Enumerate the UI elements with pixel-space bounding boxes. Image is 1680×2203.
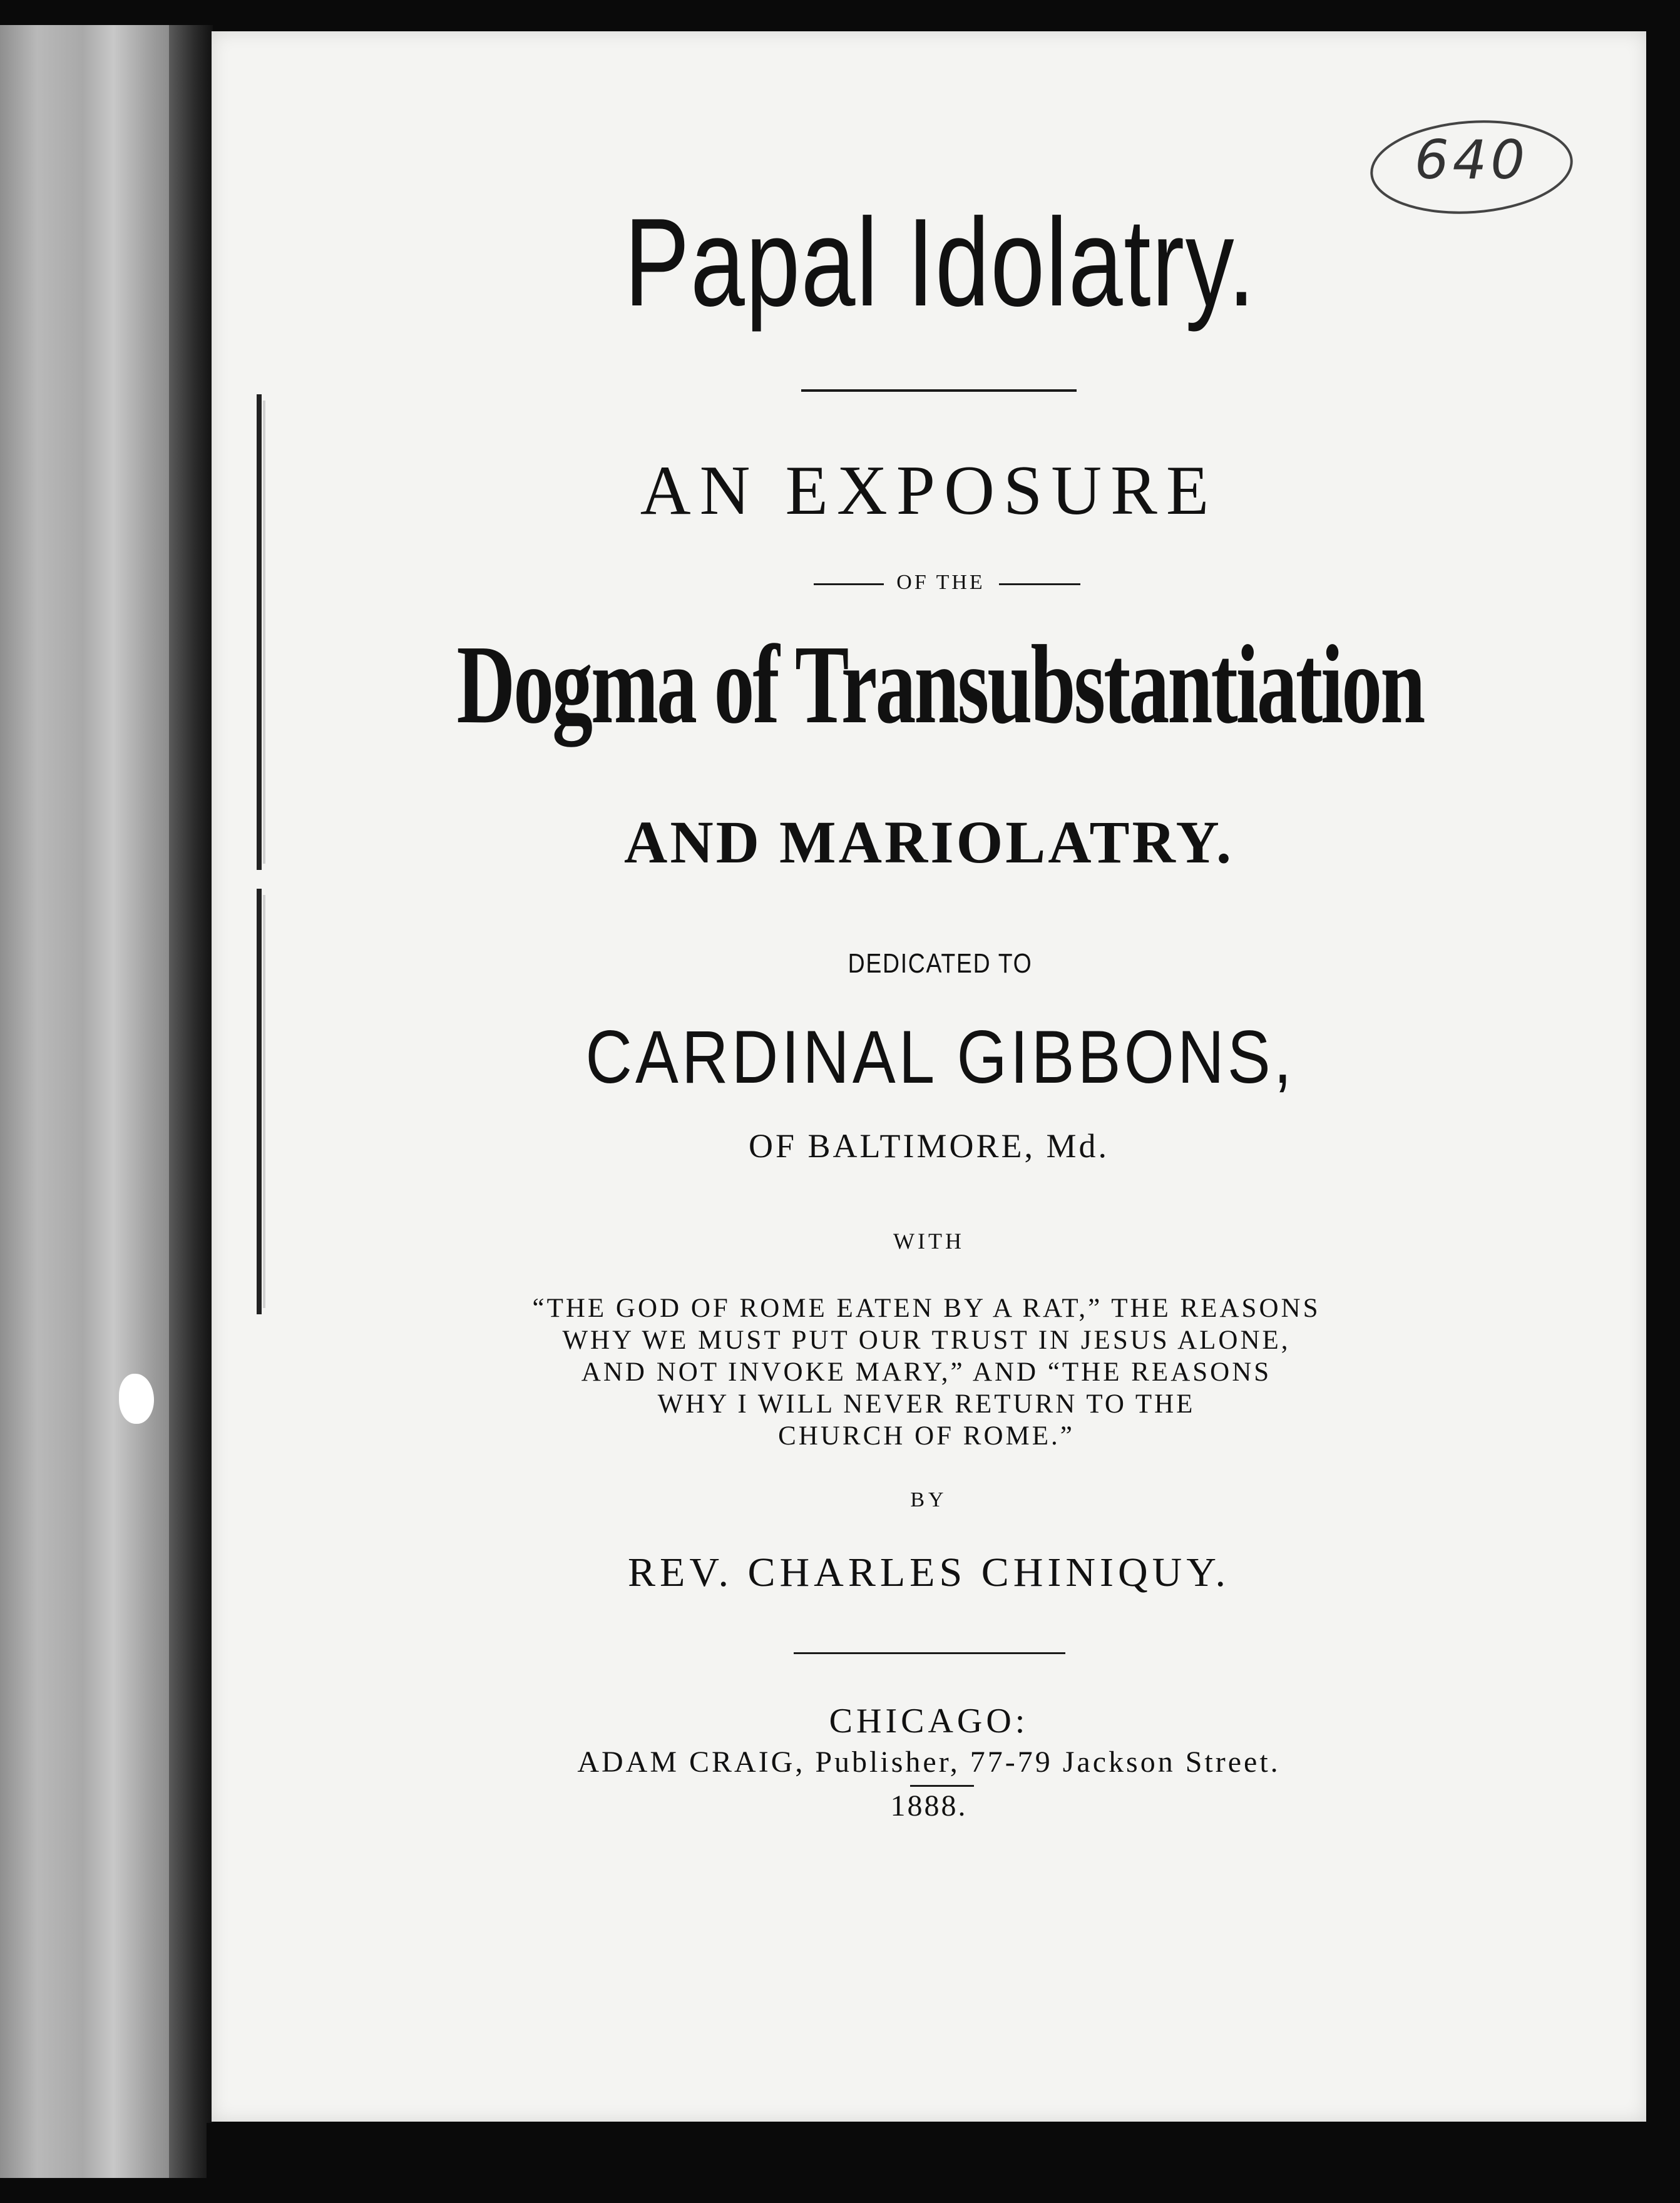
dedicatee-name: CARDINAL GIBBONS, — [585, 1015, 1295, 1099]
contents-line: AND NOT INVOKE MARY,” AND “THE REASONS — [581, 1357, 1272, 1387]
imprint-city: CHICAGO: — [829, 1702, 1029, 1740]
author-name: REV. CHARLES CHINIQUY. — [628, 1550, 1230, 1595]
catalog-number-text: 640 — [1414, 129, 1529, 192]
dogma-heading: Dogma of Transubstantiation — [456, 622, 1424, 747]
subtitle: AN EXPOSURE — [640, 452, 1218, 529]
dedicatee-location: OF BALTIMORE, Md. — [748, 1127, 1110, 1165]
imprint-publisher: ADAM CRAIG, Publisher, 77-79 Jackson Street. — [577, 1746, 1281, 1779]
by-label: BY — [910, 1488, 948, 1511]
scan-border — [207, 2123, 1680, 2203]
contents-paragraph — [438, 1292, 1415, 1452]
contents-line: WHY I WILL NEVER RETURN TO THE — [657, 1389, 1196, 1419]
with-label: WITH — [893, 1229, 965, 1254]
mariolatry-heading: AND MARIOLATRY. — [623, 809, 1234, 876]
connector-rule-left — [814, 583, 884, 585]
connector-rule-right — [999, 583, 1080, 585]
dedication-label: DEDICATED TO — [848, 948, 1033, 979]
connector-text: OF THE — [896, 571, 985, 594]
paper-spot — [119, 1374, 154, 1424]
contents-line: “THE GOD OF ROME EATEN BY A RAT,” THE REASONS — [532, 1294, 1321, 1323]
book-title: Papal Idolatry. — [624, 193, 1256, 332]
title-rule — [801, 389, 1077, 392]
spine-shadow — [169, 25, 213, 2178]
year-rule — [910, 1785, 974, 1787]
imprint-rule — [794, 1652, 1065, 1654]
contents-line: WHY WE MUST PUT OUR TRUST IN JESUS ALONE, — [562, 1326, 1291, 1355]
imprint-year: 1888. — [890, 1789, 968, 1822]
contents-line: CHURCH OF ROME.” — [778, 1421, 1075, 1451]
